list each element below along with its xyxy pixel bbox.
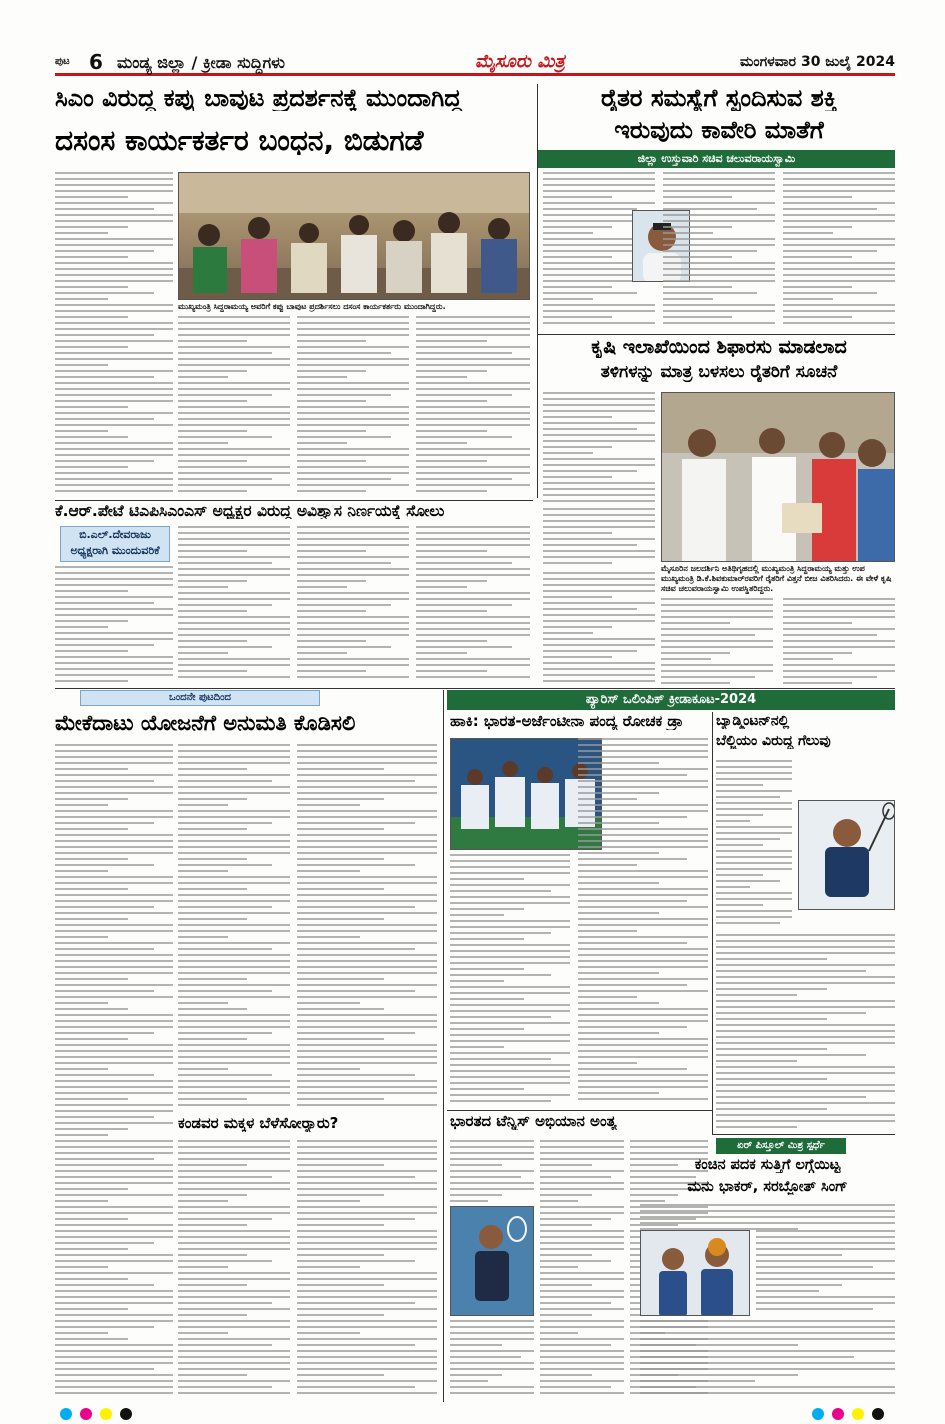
reg-mark-cyan-right [812, 1408, 824, 1420]
reg-mark-magenta [80, 1408, 92, 1420]
shooting-body-bottom [640, 1320, 895, 1402]
story4-headline: ಕೆ.ಆರ್.ಪೇಟೆ ಟಿಎಪಿಸಿಎಂಎಸ್ ಅಧ್ಯಕ್ಷರ ವಿರುದ್ಧ ಅವಿಶ್ವಾಸ ನಿರ್ಣಯಕ್ಕೆ ಸೋಲು [55, 503, 445, 520]
story1-body-col2 [178, 316, 290, 498]
reg-mark-black [120, 1408, 132, 1420]
story3-headline-line1: ಕೃಷಿ ಇಲಾಖೆಯಿಂದ ಶಿಫಾರಸು ಮಾಡಲಾದ [591, 338, 847, 358]
masthead [55, 50, 895, 76]
shooting-body-top [640, 1204, 895, 1230]
issue-date: ಮಂಗಳವಾರ 30 ಜುಲೈ 2024 [740, 54, 895, 70]
story4-body-col2 [178, 526, 290, 684]
story3-body-col1c [543, 572, 655, 688]
story1-headline-line1: ಸಿಎಂ ವಿರುದ್ಧ ಕಪ್ಪು ಬಾವುಟ ಪ್ರದರ್ಶನಕ್ಕೆ ಮುಂದಾಗಿದ್ದ [55, 86, 462, 112]
badminton-headline-line2: ಬೆಲ್ಜಿಯಂ ವಿರುದ್ಧ ಗೆಲುವು [716, 734, 831, 749]
reg-mark-yellow-right [852, 1408, 864, 1420]
story5-subhead: ಕಂಡವರ ಮಕ್ಕಳ ಬೆಳೆಸೋರ್‍ಯಾರು? [178, 1116, 339, 1132]
story1-protest-photo [178, 172, 530, 300]
protesters-illustration [179, 173, 530, 300]
story5-kicker: ಒಂದನೇ ಪುಟದಿಂದ [80, 690, 320, 706]
story5-body-col3 [297, 744, 437, 1114]
story3-body-col3 [783, 598, 895, 688]
story3-body-col1b [543, 508, 655, 566]
story4-kicker-line1: ಬಿ.ಎಲ್.ದೇವರಾಜು [79, 528, 151, 541]
story2-kicker: ಜಿಲ್ಲಾ ಉಸ್ತುವಾರಿ ಸಚಿವ ಚಲುವರಾಯಸ್ವಾಮಿ [538, 150, 895, 168]
tennis-player-photo [450, 1206, 534, 1316]
hockey-headline: ಹಾಕಿ: ಭಾರತ-ಅರ್ಜೆಂಟೀನಾ ಪಂದ್ಯ ರೋಚಕ ಡ್ರಾ [450, 714, 683, 730]
story3-seed-distribution-photo [661, 392, 895, 562]
story2-headline-line2: ಇರುವುದು ಕಾವೇರಿ ಮಾತೆಗೆ [614, 118, 824, 144]
page-number: 6 [89, 50, 103, 74]
story2-headline-line1: ರೈತರ ಸಮಸ್ಯೆಗೆ ಸ್ಪಂದಿಸುವ ಶಕ್ತಿ [600, 86, 838, 112]
shooting-headline-line2: ಮನು ಭಾಕರ್, ಸರಬ್ಜೋತ್ ಸಿಂಗ್ [687, 1180, 848, 1195]
badminton-body-col1 [716, 760, 792, 930]
tennis-body-col1b [450, 1320, 534, 1402]
tennis-headline: ಭಾರತದ ಟೆನ್ನಿಸ್ ಅಭಿಯಾನ ಅಂತ್ಯ [450, 1114, 617, 1130]
shooting-kicker: ಏರ್ ಪಿಸ್ತೂಲ್ ಮಿಶ್ರ ಸ್ಪರ್ಧೆ [716, 1138, 846, 1154]
story1-headline-line2: ದಸಂಸ ಕಾರ್ಯಕರ್ತರ ಬಂಧನ, ಬಿಡುಗಡೆ [55, 126, 424, 156]
reg-mark-cyan [60, 1408, 72, 1420]
story1-body-col4 [416, 316, 530, 498]
shooting-body-col1 [756, 1230, 895, 1316]
shooting-medalists-photo [640, 1230, 750, 1316]
hockey-body-col2 [578, 738, 708, 1106]
story4-body-col4 [416, 526, 530, 684]
tennis-body-col2 [540, 1140, 624, 1402]
story1-photo-caption: ಮುಖ್ಯಮಂತ್ರಿ ಸಿದ್ದರಾಮಯ್ಯ ಅವರಿಗೆ ಕಪ್ಪು ಬಾವುಟ ಪ್ರದರ್ಶಿಸಲು ದಸಂಸ ಕಾರ್ಯಕರ್ತರು ಮುಂದಾಗಿದ್ದರು. [178, 302, 446, 311]
story4-kicker-box [60, 526, 170, 562]
story1-body-col3 [297, 316, 409, 498]
olympics-banner: ಪ್ಯಾರಿಸ್ ಒಲಿಂಪಿಕ್ ಕ್ರೀಡಾಕೂಟ-2024 [447, 690, 895, 710]
badminton-player-photo [798, 800, 895, 910]
story2-body-col3 [783, 172, 895, 330]
hockey-body-col1 [450, 854, 570, 1106]
story4-body-col3 [297, 526, 409, 684]
badminton-headline-line1: ಬ್ಯಾಡ್ಮಿಂಟನ್‌ನಲ್ಲಿ [716, 714, 790, 729]
reg-mark-yellow [100, 1408, 112, 1420]
story5-body-col2 [178, 744, 290, 1114]
story5-body-col3b [297, 1140, 437, 1402]
story5-headline: ಮೇಕೆದಾಟು ಯೋಜನೆಗೆ ಅನುಮತಿ ಕೊಡಿಸಲಿ [55, 712, 356, 735]
story5-body-col2b [178, 1140, 290, 1402]
story3-body-col2 [661, 598, 773, 688]
story3-headline-line2: ತಳಿಗಳನ್ನು ಮಾತ್ರ ಬಳಸಲು ರೈತರಿಗೆ ಸೂಚನೆ [600, 364, 838, 382]
page-label: ಪುಟ [55, 56, 70, 67]
story2-body-col2 [663, 172, 775, 330]
story4-body-col1 [55, 566, 173, 684]
reg-mark-black-right [872, 1408, 884, 1420]
story1-body-col1 [55, 172, 173, 498]
story3-photo-caption: ಮೈಸೂರಿನ ಜಲದರ್ಶಿನಿ ಅತಿಥಿಗೃಹದಲ್ಲಿ ಮುಖ್ಯಮಂತ್ರಿ ಸಿದ್ದರಾಮಯ್ಯ ಮತ್ತು ಉಪ ಮುಖ್ಯಮಂತ್ರಿ ಡಿ.ಕೆ.ಶಿವಕುಮಾರ್‌ರವರಿಗೆ ರೈತರಿಗೆ ವಿತ್ತನೆ ಬೀಜ ವಿತರಿಸಿದರು. ಈ ವೇಳೆ ಕೃಷಿ ಸಚಿವ ಚಲುವರಾಯಸ್ವಾಮಿ ಉಪಸ್ಥಿತರಿದ್ದರು. [661, 564, 892, 593]
story5-body-col1 [55, 744, 173, 1402]
story4-kicker-line2: ಅಧ್ಯಕ್ಷರಾಗಿ ಮುಂದುವರಿಕೆ [70, 544, 160, 557]
story3-body-col1 [543, 392, 655, 508]
reg-mark-magenta-right [832, 1408, 844, 1420]
color-registration-strip [0, 1408, 945, 1422]
badminton-body-col2 [716, 934, 895, 1132]
shooting-headline-line1: ಕಂಚಿನ ಪದಕ ಸುತ್ತಿಗೆ ಲಗ್ಗೆಯಿಟ್ಟ [694, 1158, 841, 1173]
section-title: ಮಂಡ್ಯ ಜಿಲ್ಲಾ / ಕ್ರೀಡಾ ಸುದ್ದಿಗಳು [117, 53, 285, 72]
tennis-body-col1 [450, 1140, 534, 1204]
brand-logo: ಮೈಸೂರು ಮಿತ್ರ [475, 51, 565, 72]
